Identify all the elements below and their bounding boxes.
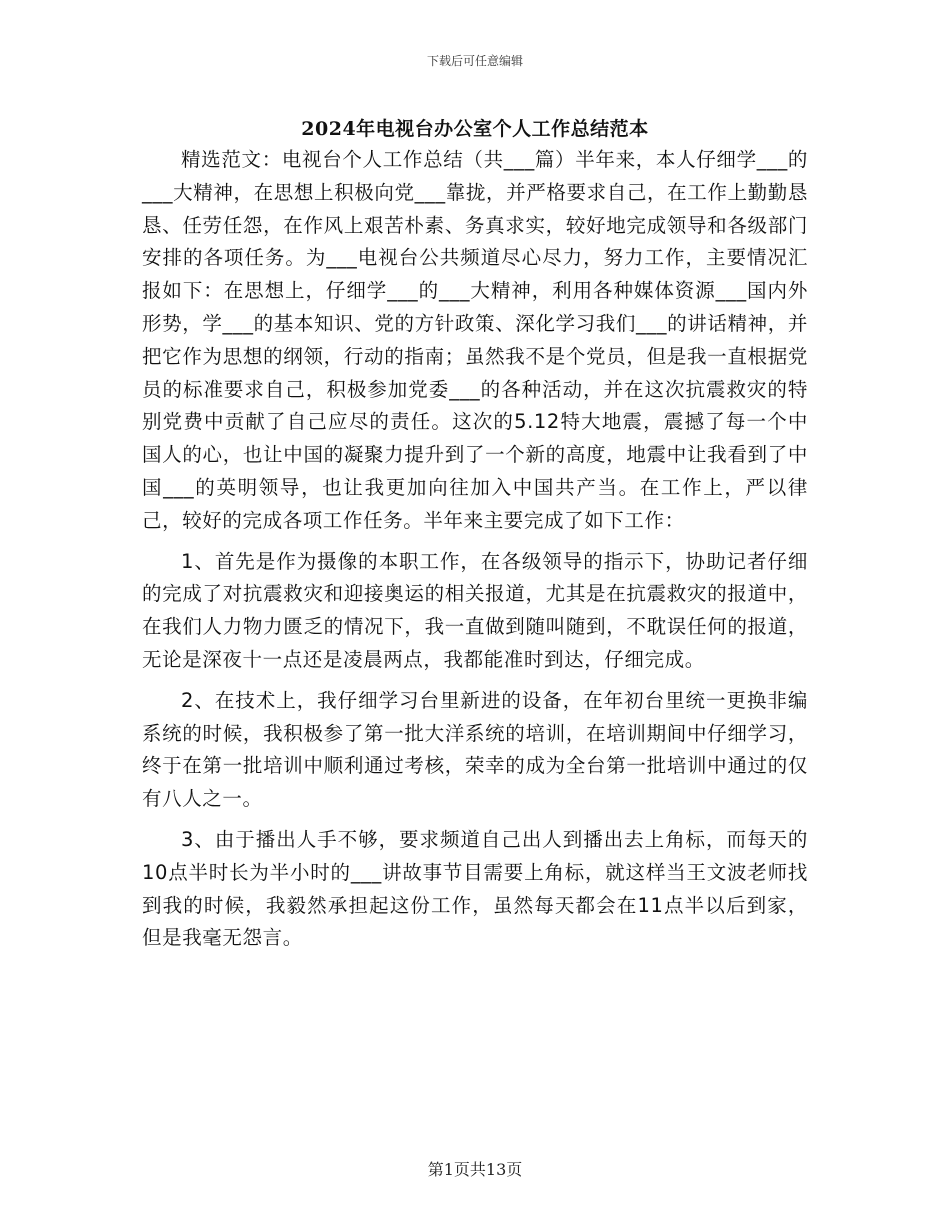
document-title: 2024年电视台办公室个人工作总结范本 — [301, 118, 649, 140]
paragraph-intro: 精选范文：电视台个人工作总结（共___篇）半年来，本人仔细学___的___大精神，在思想上积极向党___靠拢，并严格要求自己，在工作上勤勤恳恳、任劳任怨，在作风上艰苦朴素、务真求实，较好地完成领导和各级部门安排的各项任务。为___电视台公共频道尽心尽力，努力工作，主要情况汇报如下：在思想上，仔细学___的___大精神，利用各种媒体资源___国内外形势，学___的基本知识、党的方针政策、深化学习我们___的讲话精神，并把它作为思想的纲领，行动的指南；虽然我不是个党员，但是我一直根据党员的标准要求自己，积极参加党委___的各种活动，并在这次抗震救灾的特别党费中贡献了自己应尽的责任。这次的5.12特大地震，震撼了每一个中国人的心，也让中国的凝聚力提升到了一个新的高度，地震中让我看到了中国___的英明领导，也让我更加向往加入中国共产当。在工作上，严以律己，较好的完成各项工作任务。半年来主要完成了如下工作： — [142, 148, 808, 532]
paragraph-item-3: 3、由于播出人手不够，要求频道自己出人到播出去上角标，而每天的10点半时长为半小时的___讲故事节目需要上角标，就这样当王文波老师找到我的时候，我毅然承担起这份工作，虽然每天都会在11点半以后到家，但是我毫无怨言。 — [142, 827, 808, 950]
paragraph-item-2: 2、在技术上，我仔细学习台里新进的设备，在年初台里统一更换非编系统的时候，我积极参了第一批大洋系统的培训，在培训期间中仔细学习，终于在第一批培训中顺利通过考核，荣幸的成为全台第一批培训中通过的仅有八人之一。 — [142, 688, 808, 811]
page-header: 下载后可任意编辑 — [426, 54, 523, 68]
page-footer: 第1页共13页 — [427, 1160, 523, 1179]
paragraph-item-1: 1、首先是作为摄像的本职工作，在各级领导的指示下，协助记者仔细的完成了对抗震救灾和迎接奥运的相关报道，尤其是在抗震救灾的报道中，在我们人力物力匮乏的情况下，我一直做到随叫随到，不耽误任何的报道，无论是深夜十一点还是凌晨两点，我都能准时到达，仔细完成。 — [142, 549, 808, 671]
document-body — [142, 144, 808, 955]
